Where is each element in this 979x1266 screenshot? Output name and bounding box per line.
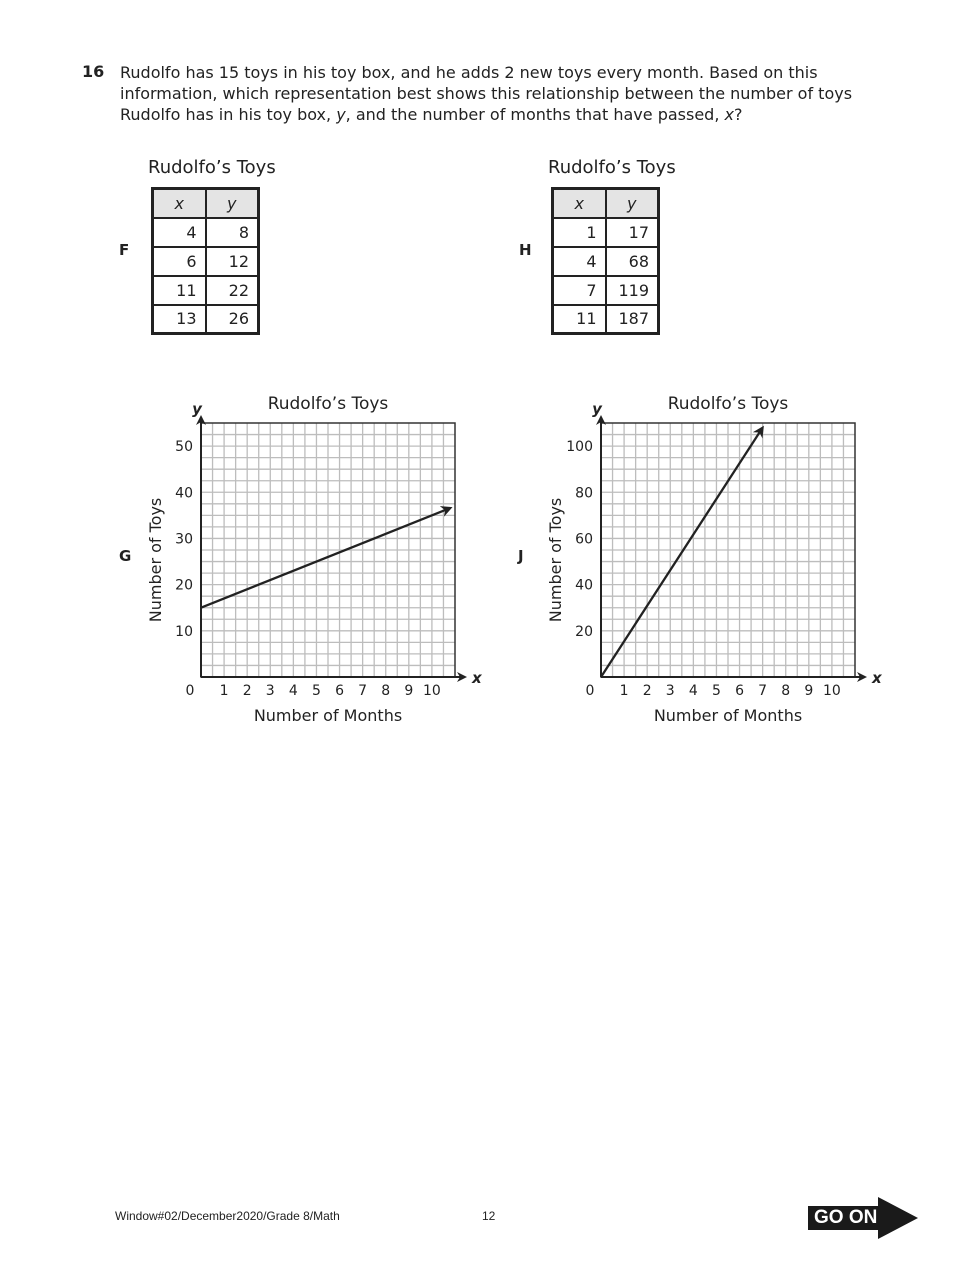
option-f-col-x: x [153, 189, 206, 218]
y-axis-variable: y [192, 400, 202, 418]
option-g-graph [140, 388, 480, 733]
x-axis-label: Number of Months [253, 706, 403, 725]
question-text-part-3: ? [733, 105, 743, 124]
x-tick-label: 5 [311, 683, 321, 699]
x-tick-label: 4 [288, 683, 298, 699]
y-tick-label: 100 [566, 439, 593, 456]
x-tick-label: 8 [781, 683, 791, 699]
table-cell: 11 [553, 305, 606, 334]
option-g-letter: G [119, 547, 132, 565]
table-row [153, 218, 259, 247]
table-row [153, 305, 259, 334]
table-cell: 12 [206, 247, 259, 276]
x-tick-label: 8 [381, 683, 391, 699]
x-tick-label: 2 [242, 683, 252, 699]
option-h-letter: H [519, 241, 532, 259]
table-cell: 11 [153, 276, 206, 305]
option-j-letter: J [518, 547, 524, 565]
y-tick-label: 10 [175, 623, 193, 640]
y-tick-label: 30 [175, 531, 193, 548]
y-tick-label: 20 [575, 623, 593, 640]
x-tick-label: 10 [422, 683, 441, 699]
y-tick-label: 40 [175, 485, 193, 502]
x-axis-variable: x [872, 669, 882, 687]
option-h-col-x: x [553, 189, 606, 218]
table-row [553, 305, 659, 334]
table-row [153, 276, 259, 305]
table-cell: 68 [606, 247, 659, 276]
option-f-col-y: y [206, 189, 259, 218]
table-cell: 7 [553, 276, 606, 305]
table-cell: 26 [206, 305, 259, 334]
x-tick-label: 9 [404, 683, 414, 699]
x-tick-label: 6 [735, 683, 745, 699]
option-f-title: Rudolfo’s Toys [148, 157, 276, 178]
table-row [553, 276, 659, 305]
question-number: 16 [82, 62, 105, 81]
table-cell: 4 [153, 218, 206, 247]
y-axis-variable: y [592, 400, 602, 418]
table-row [553, 218, 659, 247]
origin-label: 0 [585, 683, 595, 699]
option-j-graph [540, 388, 880, 733]
table-cell: 22 [206, 276, 259, 305]
table-cell: 1 [553, 218, 606, 247]
table-row [553, 247, 659, 276]
x-tick-label: 9 [804, 683, 814, 699]
origin-label: 0 [185, 683, 195, 699]
footer-form-code: Window#02/December2020/Grade 8/Math [115, 1209, 340, 1223]
x-tick-label: 2 [642, 683, 652, 699]
chart-title: Rudolfo’s Toys [667, 394, 789, 414]
x-tick-label: 7 [358, 683, 368, 699]
option-f-table [151, 187, 260, 335]
page-number: 12 [482, 1209, 496, 1223]
option-h-table [551, 187, 660, 335]
table-row [153, 247, 259, 276]
x-axis-label: Number of Months [653, 706, 803, 725]
go-on-label: GO ON [814, 1207, 878, 1228]
x-tick-label: 1 [619, 683, 629, 699]
table-cell: 4 [553, 247, 606, 276]
y-tick-label: 80 [575, 485, 593, 502]
y-tick-label: 40 [575, 577, 593, 594]
question-text-part-1: Rudolfo has 15 toys in his toy box, and he adds 2 new toys every month. Based on this information, which representation best shows this relationship between the number of toys Rudolfo has in his toy box, [120, 63, 853, 124]
option-f-letter: F [119, 241, 130, 259]
question-text-part-2: , and the number of months that have passed, [345, 105, 725, 124]
y-tick-label: 60 [575, 531, 593, 548]
y-tick-label: 50 [175, 439, 193, 456]
go-on-badge [808, 1197, 920, 1239]
option-h-title: Rudolfo’s Toys [548, 157, 676, 178]
x-tick-label: 4 [688, 683, 698, 699]
table-cell: 8 [206, 218, 259, 247]
option-h-col-y: y [606, 189, 659, 218]
x-tick-label: 7 [758, 683, 768, 699]
table-cell: 17 [606, 218, 659, 247]
table-cell: 6 [153, 247, 206, 276]
x-tick-label: 3 [665, 683, 675, 699]
y-axis-label: Number of Toys [146, 497, 165, 623]
question-text [120, 62, 880, 125]
x-tick-label: 5 [711, 683, 721, 699]
y-tick-label: 20 [175, 577, 193, 594]
y-axis-label: Number of Toys [546, 497, 565, 623]
table-cell: 187 [606, 305, 659, 334]
question-var-y: y [336, 105, 346, 124]
x-tick-label: 6 [335, 683, 345, 699]
x-axis-variable: x [472, 669, 482, 687]
table-cell: 119 [606, 276, 659, 305]
question-var-x: x [724, 105, 734, 124]
x-tick-label: 1 [219, 683, 229, 699]
x-tick-label: 10 [822, 683, 841, 699]
x-tick-label: 3 [265, 683, 275, 699]
table-cell: 13 [153, 305, 206, 334]
chart-title: Rudolfo’s Toys [267, 394, 389, 414]
series-line [201, 508, 450, 608]
